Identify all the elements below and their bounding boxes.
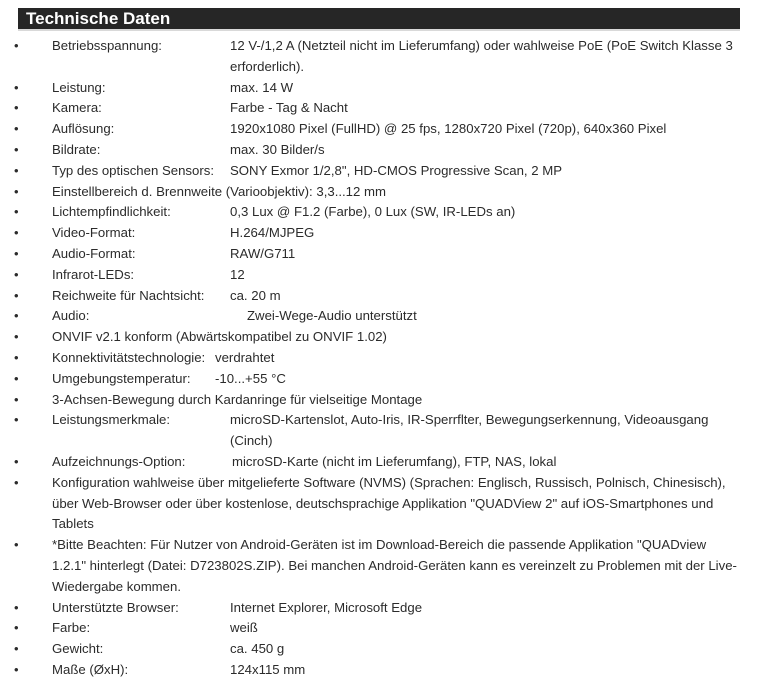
spec-value: 124x115 mm [230,661,306,677]
spec-text: ONVIF v2.1 konform (Abwärtskompatibel zu ONVIF 1.02) [52,329,387,345]
spec-value: ca. 20 m [230,287,281,303]
spec-text: *Bitte Beachten: Für Nutzer von Android-Geräten ist im Download-Bereich die passende Applikation "QUADview 1.2.1" hinterlegt (Datei: D723802S.ZIP). Bei manchen Android-Geräten kann es vereinzelt zu Problemen mit der Live-Wiedergabe kommen. [52,537,737,594]
spec-value: H.264/MJPEG [230,225,315,241]
spec-row-aufloesung [0,119,769,140]
spec-row-leistungsmerkmale [0,410,769,452]
spec-row-brennweite [0,182,769,203]
bullet-icon: • [14,329,19,345]
spec-row-lichtempfindlichkeit [0,202,769,223]
spec-row-reichweite [0,286,769,307]
spec-row-audio [0,306,769,327]
bullet-icon: • [14,100,19,116]
spec-value: 12 V-/1,2 A (Netzteil nicht im Lieferumfang) oder wahlweise PoE (PoE Switch Klasse 3 erforderlich). [230,38,733,74]
spec-row-umgebungstemperatur [0,369,769,390]
spec-value: 0,3 Lux @ F1.2 (Farbe), 0 Lux (SW, IR-LEDs an) [230,204,516,220]
spec-label: Typ des optischen Sensors: [52,162,215,178]
spec-value: ca. 450 g [230,641,285,657]
bullet-icon: • [14,287,19,303]
bullet-icon: • [14,641,19,657]
spec-row-kamera [0,98,769,119]
spec-row-android-hinweis [0,535,769,597]
bullet-icon: • [14,620,19,636]
spec-label: Leistung: [52,79,106,95]
bullet-icon: • [14,391,19,407]
spec-row-bildrate [0,140,769,161]
spec-value: weiß [230,620,258,636]
spec-value: 1920x1080 Pixel (FullHD) @ 25 fps, 1280x720 Pixel (720p), 640x360 Pixel [230,121,667,137]
bullet-icon: • [14,266,19,282]
bullet-icon: • [14,245,19,261]
spec-label: Audio: [52,308,90,324]
bullet-icon: • [14,141,19,157]
spec-row-audio-format [0,244,769,265]
spec-label: Farbe: [52,620,91,636]
spec-row-infrarot-leds [0,265,769,286]
spec-value: RAW/G711 [230,245,296,261]
bullet-icon: • [14,537,19,553]
spec-label: Audio-Format: [52,245,136,261]
spec-label: Leistungsmerkmale: [52,412,171,428]
spec-row-betriebsspannung [0,36,769,78]
spec-label: Lichtempfindlichkeit: [52,204,171,220]
spec-value: -10...+55 °C [215,370,286,386]
spec-label: Auflösung: [52,121,115,137]
spec-row-onvif [0,327,769,348]
spec-row-sensortyp [0,161,769,182]
spec-row-konfiguration [0,473,769,535]
bullet-icon: • [14,204,19,220]
spec-row-gewicht [0,639,769,660]
spec-label: Reichweite für Nachtsicht: [52,287,205,303]
spec-label: Video-Format: [52,225,136,241]
spec-row-3-achsen [0,390,769,411]
spec-row-aufzeichnung [0,452,769,473]
section-header [18,8,740,29]
bullet-icon: • [14,162,19,178]
section-title: Technische Daten [26,9,171,28]
spec-value: microSD-Kartenslot, Auto-Iris, IR-Sperrflter, Bewegungserkennung, Videoausgang (Cinch) [230,412,709,449]
spec-value: Internet Explorer, Microsoft Edge [230,599,423,615]
spec-row-leistung [0,78,769,99]
spec-text: Konfiguration wahlweise über mitgelieferte Software (NVMS) (Sprachen: Englisch, Russisch, Polnisch, Chinesisch), über Web-Browser oder über kostenlose, deutschsprachige Applikation "QUADView 2" auf iOS-Smartphones und Tablets [52,474,726,532]
bullet-icon: • [14,225,19,241]
bullet-icon: • [14,183,19,199]
spec-value: verdrahtet [215,349,275,365]
bullet-icon: • [14,79,19,95]
spec-row-video-format [0,223,769,244]
spec-label: Konnektivitätstechnologie: [52,349,206,365]
spec-label: Gewicht: [52,641,104,657]
spec-row-farbe [0,618,769,639]
spec-label: Maße (ØxH): [52,661,129,677]
spec-value: microSD-Karte (nicht im Lieferumfang), FTP, NAS, lokal [232,453,557,469]
bullet-icon: • [14,412,19,428]
spec-label: Umgebungstemperatur: [52,370,191,386]
spec-row-konnektivitaet [0,348,769,369]
spec-label: Aufzeichnungs-Option: [52,453,186,469]
bullet-icon: • [14,661,19,677]
spec-label: Infrarot-LEDs: [52,266,135,282]
bullet-icon: • [14,308,19,324]
bullet-icon: • [14,599,19,615]
bullet-icon: • [14,349,19,365]
spec-value: 12 [230,266,245,282]
spec-text: Einstellbereich d. Brennweite (Varioobjektiv): 3,3...12 mm [52,183,386,199]
spec-value: max. 14 W [230,79,294,95]
spec-row-browser [0,598,769,619]
spec-list [0,36,769,681]
spec-label: Betriebsspannung: [52,38,162,53]
spec-label: Unterstützte Browser: [52,599,179,615]
bullet-icon: • [14,121,19,137]
spec-label: Kamera: [52,100,102,116]
spec-text: 3-Achsen-Bewegung durch Kardanringe für vielseitige Montage [52,391,423,407]
bullet-icon: • [14,474,19,490]
spec-label: Bildrate: [52,141,101,157]
spec-value: Zwei-Wege-Audio unterstützt [247,308,417,324]
spec-value: Farbe - Tag & Nacht [230,100,348,116]
spec-value: max. 30 Bilder/s [230,141,325,157]
spec-value: SONY Exmor 1/2,8", HD-CMOS Progressive Scan, 2 MP [230,162,563,178]
bullet-icon: • [14,370,19,386]
bullet-icon: • [14,453,19,469]
header-underline [18,29,740,31]
bullet-icon: • [14,38,19,53]
